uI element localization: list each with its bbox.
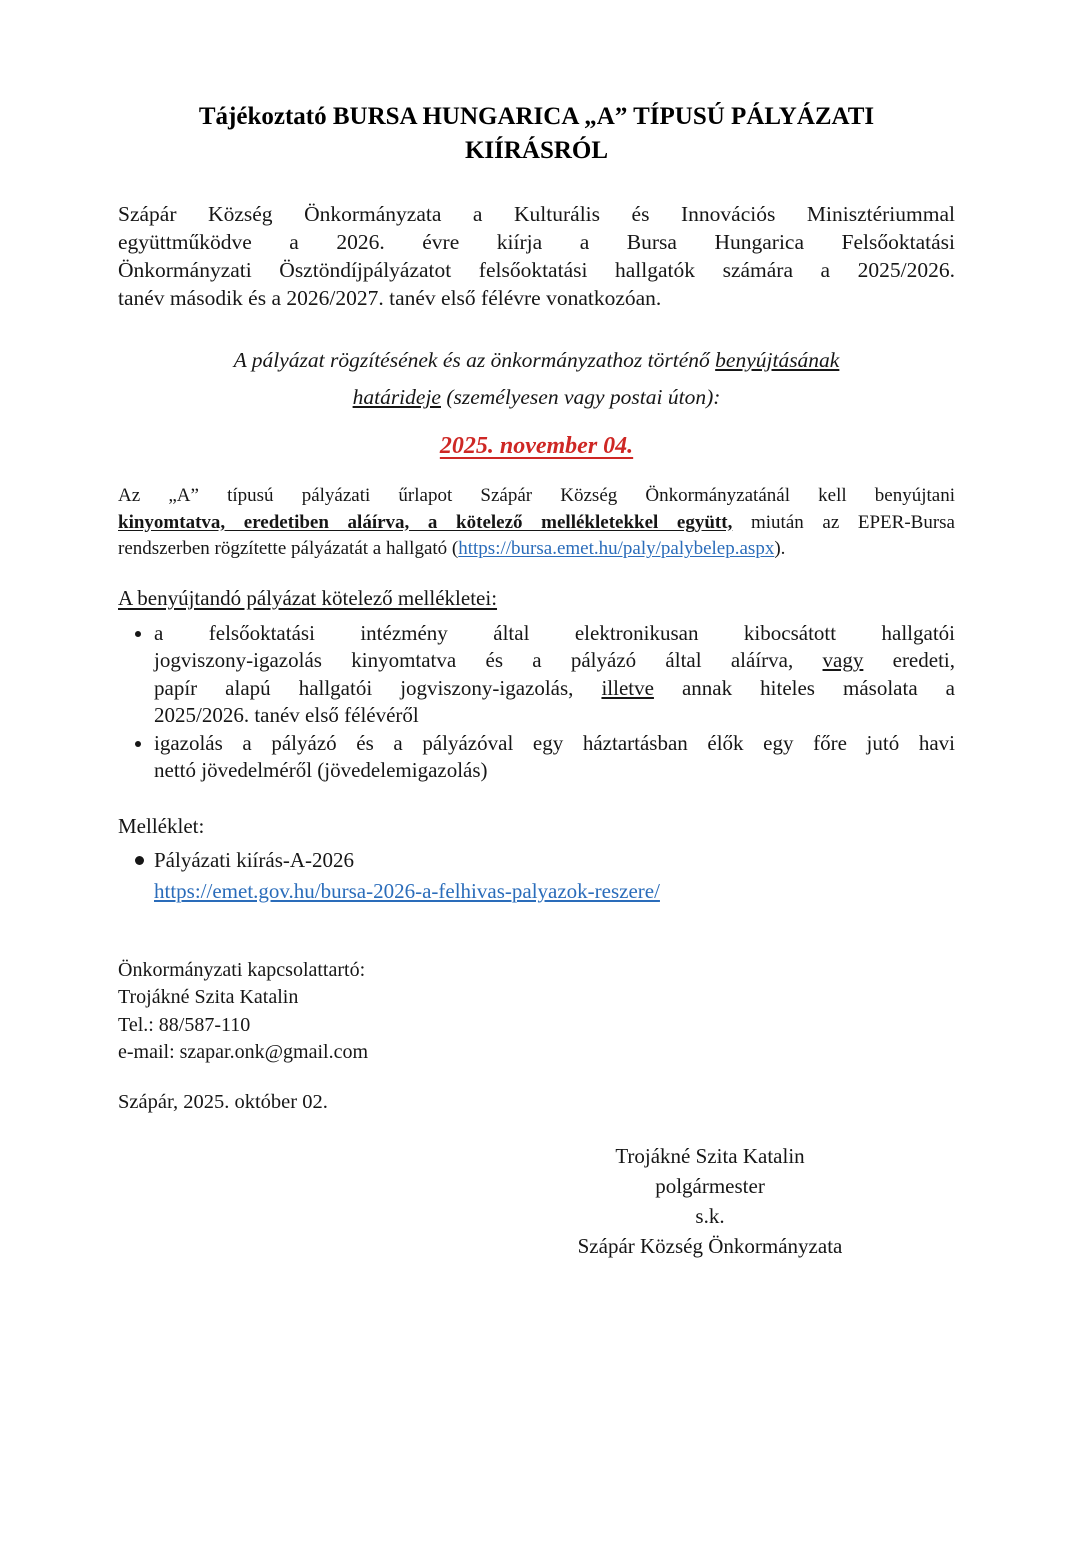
submission-line-2: kinyomtatva, eredetiben aláírva, a kötelező mellékletekkel együtt, miután az EPER-Bursa <box>118 511 955 533</box>
bullet-icon <box>135 631 141 637</box>
eper-bursa-link[interactable]: https://bursa.emet.hu/paly/palybelep.aspx <box>458 538 775 559</box>
attachments-list <box>118 620 955 785</box>
submission-paragraph <box>118 483 955 563</box>
underlined-word: illetve <box>601 675 654 700</box>
signature-block <box>480 1141 940 1261</box>
contact-name: Trojákné Szita Katalin <box>118 986 299 1008</box>
deadline-note <box>118 342 955 416</box>
attachment-item1-line-1: a felsőoktatási intézmény által elektronikusan kibocsátott hallgatói <box>154 620 955 645</box>
list-item <box>118 620 955 730</box>
attachments-heading: A benyújtandó pályázat kötelező mellékletei: <box>118 585 498 610</box>
signature-name: Trojákné Szita Katalin <box>615 1143 805 1168</box>
deadline-note-line-2: határideje (személyesen vagy postai úton): <box>352 385 721 409</box>
signature-role: polgármester <box>655 1173 765 1198</box>
attachment-item1-line-2: jogviszony-igazolás kinyomtatva és a pályázó által aláírva, vagy eredeti, <box>154 648 955 672</box>
list-item <box>118 845 955 907</box>
dateline: Szápár, 2025. október 02. <box>118 1090 328 1113</box>
attachment-item1-line-3: papír alapú hallgatói jogviszony-igazolás, illetve annak hiteles másolata a <box>154 675 955 700</box>
contact-email: e-mail: szapar.onk@gmail.com <box>118 1041 369 1063</box>
submission-line-1: Az „A” típusú pályázati űrlapot Szápár Község Önkormányzatánál kell benyújtani <box>118 485 955 506</box>
intro-line: Szápár Község Önkormányzata a Kulturális és Innovációs Minisztériummal <box>118 202 955 226</box>
deadline-date: 2025. november 04. <box>439 433 634 459</box>
annex-heading: Melléklet: <box>118 813 205 838</box>
intro-line: együttműködve a 2026. évre kiírja a Bursa Hungarica Felsőoktatási <box>118 230 955 254</box>
contact-heading: Önkormányzati kapcsolattartó: <box>118 958 366 981</box>
signature-sk: s.k. <box>695 1203 725 1228</box>
attachment-item2-line-2: nettó jövedelméről (jövedelemigazolás) <box>154 758 488 782</box>
intro-paragraph <box>118 200 955 312</box>
annex-list <box>118 845 955 907</box>
list-item <box>118 730 955 785</box>
intro-line: Önkormányzati Ösztöndíjpályázatot felsőoktatási hallgatók számára a 2025/2026. <box>118 258 955 282</box>
attachment-item1-line-4: 2025/2026. tanév első félévéről <box>154 703 419 727</box>
signature-org: Szápár Község Önkormányzata <box>577 1233 843 1258</box>
document-page <box>0 100 1068 1567</box>
underlined-word: határideje <box>352 385 441 409</box>
annex-item-label: Pályázati kiírás-A-2026 <box>154 847 355 872</box>
underlined-word: vagy <box>822 648 864 672</box>
attachment-item2-line-1: igazolás a pályázó és a pályázóval egy háztartásban élők egy főre jutó havi <box>154 730 955 755</box>
page-title <box>118 100 955 168</box>
contact-phone: Tel.: 88/587-110 <box>118 1013 251 1036</box>
submission-line-3: rendszerben rögzítette pályázatát a hallgató (https://bursa.emet.hu/paly/palybelep.aspx). <box>118 538 786 559</box>
contact-block <box>118 957 955 1067</box>
intro-line: tanév második és a 2026/2027. tanév első félévre vonatkozóan. <box>118 286 662 310</box>
deadline-note-line-1: A pályázat rögzítésének és az önkormányzathoz történő benyújtásának <box>233 348 840 372</box>
bullet-icon <box>135 856 144 865</box>
annex-link[interactable]: https://emet.gov.hu/bursa-2026-a-felhivas-palyazok-reszere/ <box>154 878 660 903</box>
page-title-line-1: Tájékoztató BURSA HUNGARICA „A” TÍPUSÚ PÁLYÁZATI <box>198 103 875 130</box>
underlined-word: benyújtásának <box>715 348 840 372</box>
page-title-line-2: KIÍRÁSRÓL <box>464 137 609 164</box>
bold-underlined-text: kinyomtatva, eredetiben aláírva, a kötelező mellékletekkel együtt, <box>118 511 733 533</box>
bullet-icon <box>135 741 141 747</box>
